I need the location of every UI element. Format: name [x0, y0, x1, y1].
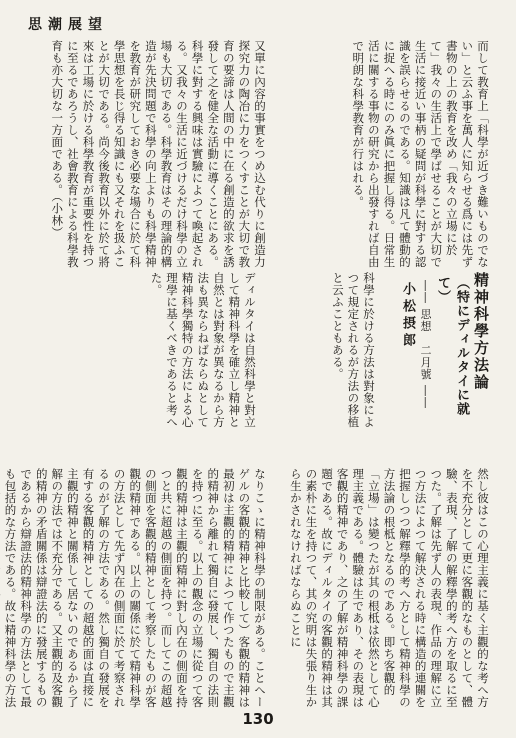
text-column-top-left: 又單に內容的事實をつめ込む代りに創造力探究力の陶冶に力をつくすことが大切で教育の要諦は人間の中に在る創造的欲求を誘發して之を健全な活動に導くことにある。科學に對する興味は實驗によつて喚起される。又我々の生活に近づけるだけ科學の立場も大切である。科學教育はその理論的構造が先決問題で科學の向上よりも科學精神を教育が研究しておき必要な場合に於て科學思想を長じ得る知識にも又それを扱ふことが大切である。尚今後教育以外に於て將來は工場に於ける科學教育が重要性を持つに至るであろうし、社會教育による科學教育も亦大切な一方面である。（小林）: [50, 40, 267, 268]
article-title-block: [380, 272, 492, 432]
article-source: ―― 思想 二月號 ――: [419, 280, 432, 409]
article-subtitle: （特にディルタイに就て）: [435, 276, 469, 416]
text-column-bottom-left: なりこゝに精神科學の制限がある。ことへーゲルの客觀的精神と比較して）客觀的精神は最初は主觀的精神によつて作つたもので主觀的精神から離れて獨自に發展し、獨自の法則を持つに至る。以上の觀念の立場に從つて客觀的精神は主觀的精神に對し內在の側面を持つと共に超越の側面を持つ。而してこの超越の側面を客觀的精神として考察したものが客觀的精神である。以上の關係に於て精神科學の方法として先ず內在の側面に於て考察されるのが了解の方法である。然し獨自の發展を有する客觀的精神としての超越的面は直接に主觀的精神と關係して居ないのであるから了解の方法では不充分である。又主觀的及客觀的精神の矛盾關係は辯證法的に發展するものであるから辯證法的精神科學の方法として最も包括的な方法である。故に精神科學の方法: [3, 468, 267, 708]
running-header: 思潮展望: [28, 17, 108, 33]
article-title: 精神科學方法論: [472, 272, 490, 391]
text-column-middle-left: ディルタイは自然科學と對立して精神科學を確立し精神と自然とは對象が異なるから方法も異ならねばならぬとして精神科學獨特の方法による心理學に基くべきであると考へた。: [149, 272, 257, 428]
text-column-top-right: 而して教育上「科學が近づき難いものでない」と云ふ事を萬人に知らせる爲には先ず書物の上の教育を改め「我々の立場に於て」我々の生活上で學ばせることが大切で生活に接近い事柄の疑問が科學に對する認識を誤らせるのである。知識は凡て體動的に捉へる時にのみ眞に把握し得る。日常生活に關する事物の研究から出發すれば自由で明朗な科學教育が行はれる。: [351, 40, 490, 268]
text-column-middle-right: 科學に於ける方法は對象によつて規定されるが方法の移植と云ふこともある。: [330, 272, 376, 428]
page-number: 130: [242, 710, 274, 728]
article-author: 小松摂郎: [400, 282, 415, 350]
text-column-bottom-right: 然し彼はこの心理主義に基く主觀的な考へ方を不充分として更に客觀的なものとして、體驗、表現、了解の解釋學的考へ方を取るに至つた。了解は先ず人の表現、作品の理解に立つ方法によつて解決される時に構造的連關を把握しつつ解釋學的考へ方として精神科學の方法論の根柢となるのである。即ち客觀的「立場」は變つたが其の根柢は依然として心理主義である。體驗は生であり、その表現は客觀的精神であり、之の了解が精神科學の課題である。故にディルタイの客觀的精神は其の素朴に生を持つて、其の究明は失張り生から生かされなければならぬことに: [288, 468, 490, 708]
